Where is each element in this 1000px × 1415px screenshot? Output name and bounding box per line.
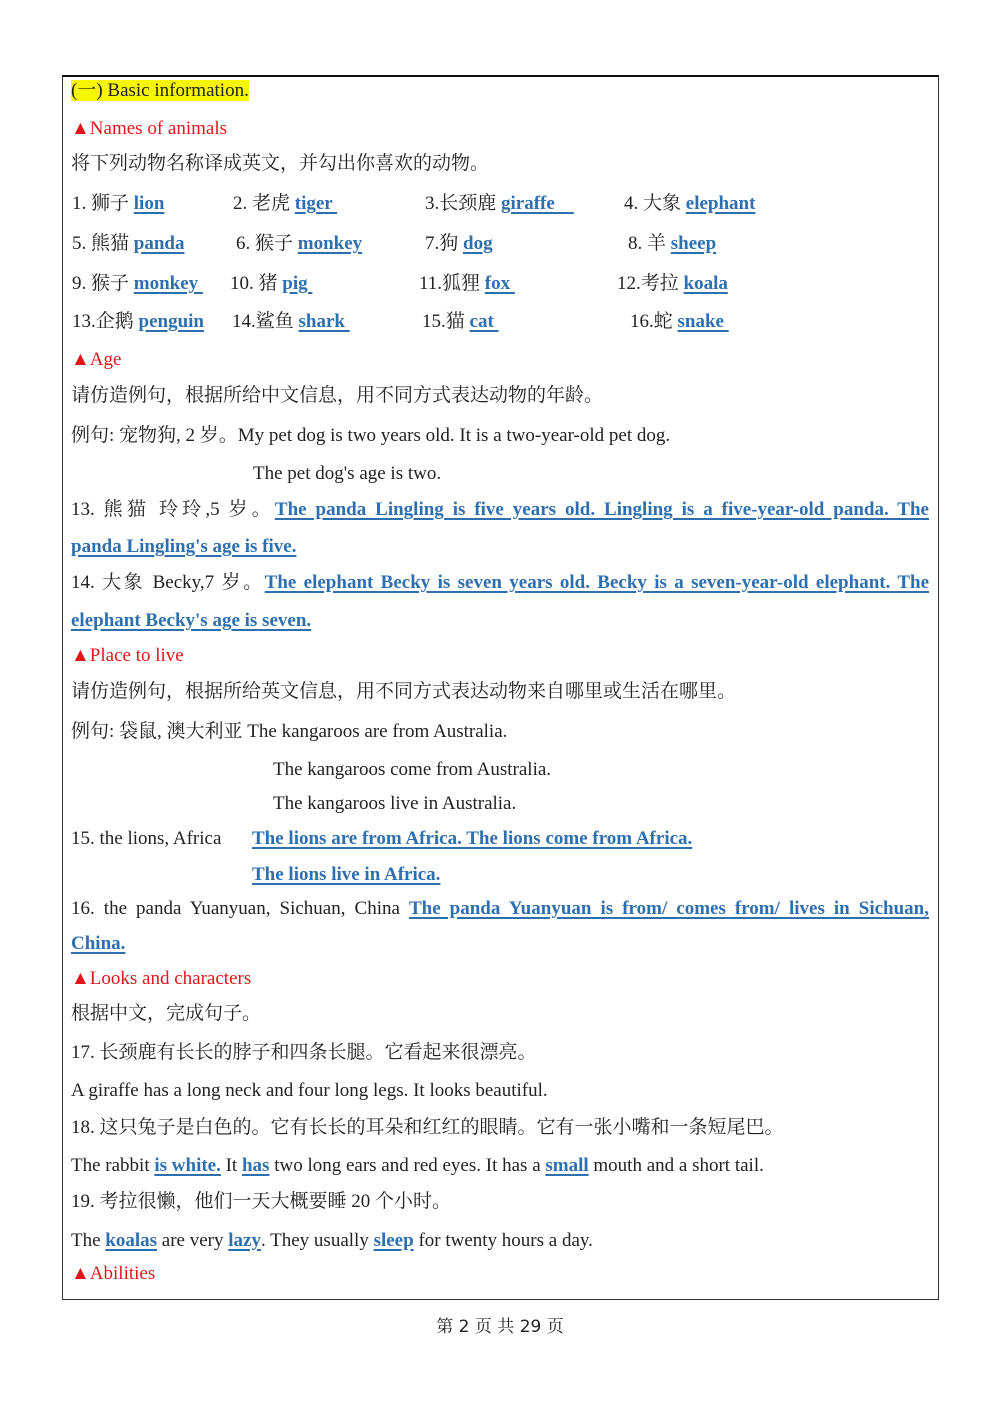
animal-item [630,310,729,334]
animal-answer: monkey [297,233,363,254]
animal-chinese: 1. 狮子 [72,193,134,214]
text: are very [157,1230,229,1251]
text: two long ears and red eyes. It has a [269,1155,546,1176]
q19: 19. 考拉很懒，他们一天大概要睡 20 个小时。 [71,1191,452,1212]
q16 [71,897,929,921]
q15-answer-cont: The lions live in Africa. [252,864,441,885]
text: for twenty hours a day. [413,1230,593,1251]
animal-chinese: 9. 猴子 [72,273,134,294]
animal-item [233,192,337,216]
blank-answer: koalas [105,1230,158,1251]
animal-item [236,232,362,256]
animal-item [230,272,312,296]
q13-answer-cont: panda Lingling's age is five. [71,536,297,557]
animal-answer: koala [683,273,728,294]
animal-item [425,232,493,256]
section-heading: (一) Basic information. [71,80,249,101]
animal-chinese: 3.长颈鹿 [425,193,502,214]
animal-item [422,310,499,334]
animal-answer: lion [133,193,165,214]
animal-chinese: 4. 大象 [624,193,686,214]
text: . They usually [260,1230,374,1251]
animal-chinese: 14.鲨鱼 [232,311,299,332]
page-footer: 第 2 页 共 29 页 [436,1317,564,1337]
blank-answer: small [545,1155,589,1176]
age-example-2: The pet dog's age is two. [253,463,442,484]
q16-answer-cont: China. [71,933,126,954]
animal-chinese: 6. 猴子 [236,233,298,254]
names-instruction: 将下列动物名称译成英文，并勾出你喜欢的动物。 [71,153,490,174]
text: mouth and a short tail. [588,1155,764,1176]
section-names: ▲Names of animals [71,118,227,139]
section-age: ▲Age [71,349,122,370]
place-example-3: The kangaroos live in Australia. [273,793,517,814]
animal-answer: penguin [138,311,204,332]
q18: 18. 这只兔子是白色的。它有长长的耳朵和红红的眼睛。它有一张小嘴和一条短尾巴。 [71,1117,784,1138]
q13 [71,498,929,522]
animal-chinese: 12.考拉 [617,273,684,294]
blank-answer: is white. [154,1155,221,1176]
q14-label: 14. 大象 Becky,7 岁。 [71,572,265,593]
animal-answer: monkey [133,273,203,294]
q15-answer: The lions are from Africa. The lions come from Africa. [252,828,693,849]
q14-answer-cont: elephant Becky's age is seven. [71,610,312,631]
animal-item [628,232,716,256]
q16-label: 16. the panda Yuanyuan, Sichuan, China [71,898,409,919]
q15-label: 15. the lions, Africa [71,828,222,849]
text: The [71,1230,106,1251]
animal-item [425,192,574,216]
animal-chinese: 7.狗 [425,233,464,254]
animal-answer: elephant [685,193,756,214]
place-example: 例句: 袋鼠, 澳大利亚 The kangaroos are from Australia. [71,721,508,742]
animal-answer: snake [677,311,729,332]
animal-item [617,272,728,296]
animal-chinese: 16.蛇 [630,311,678,332]
animal-answer: fox [484,273,515,294]
animal-item [232,310,350,334]
animal-answer: cat [469,311,499,332]
animal-item [72,310,204,334]
place-instruction: 请仿造例句，根据所给英文信息，用不同方式表达动物来自哪里或生活在哪里。 [71,681,737,702]
q13-label: 13. 熊猫 玲玲,5 岁。 [71,499,275,520]
age-instruction: 请仿造例句，根据所给中文信息，用不同方式表达动物的年龄。 [71,385,604,406]
looks-instruction: 根据中文，完成句子。 [71,1003,262,1024]
animal-answer: panda [133,233,185,254]
blank-answer: lazy [228,1230,261,1251]
animal-item [624,192,755,216]
animal-item [72,192,164,216]
q13-answer: The panda Lingling is five years old. Lingling is a five-year-old panda. The [274,499,929,520]
q19-answer [71,1229,593,1253]
q17-answer: A giraffe has a long neck and four long legs. It looks beautiful. [71,1080,548,1101]
q18-answer [71,1154,764,1178]
animal-chinese: 2. 老虎 [233,193,295,214]
animal-item [72,272,203,296]
q16-answer: The panda Yuanyuan is from/ comes from/ lives in Sichuan, [408,898,929,919]
place-example-2: The kangaroos come from Australia. [273,759,552,780]
animal-answer: tiger [294,193,338,214]
animal-chinese: 5. 熊猫 [72,233,134,254]
animal-answer: sheep [670,233,717,254]
animal-answer: giraffe [501,193,574,214]
animal-answer: dog [463,233,493,254]
animal-chinese: 8. 羊 [628,233,671,254]
animal-chinese: 13.企鹅 [72,311,139,332]
animal-chinese: 11.狐狸 [419,273,485,294]
age-example: 例句: 宠物狗, 2 岁。My pet dog is two years old. It is a two-year-old pet dog. [71,425,671,446]
section-abilities: ▲Abilities [71,1263,156,1284]
animal-chinese: 10. 猪 [230,273,283,294]
section-looks: ▲Looks and characters [71,968,252,989]
text: The rabbit [71,1155,155,1176]
blank-answer: sleep [373,1230,414,1251]
section-place: ▲Place to live [71,645,184,666]
q14 [71,571,929,595]
animal-chinese: 15.猫 [422,311,470,332]
q17: 17. 长颈鹿有长长的脖子和四条长腿。它看起来很漂亮。 [71,1042,537,1063]
text: It [220,1155,242,1176]
animal-answer: shark [298,311,350,332]
blank-answer: has [241,1155,270,1176]
q14-answer: The elephant Becky is seven years old. Becky is a seven-year-old elephant. The [264,572,929,593]
animal-item [419,272,515,296]
animal-answer: pig [282,273,313,294]
animal-item [72,232,184,256]
